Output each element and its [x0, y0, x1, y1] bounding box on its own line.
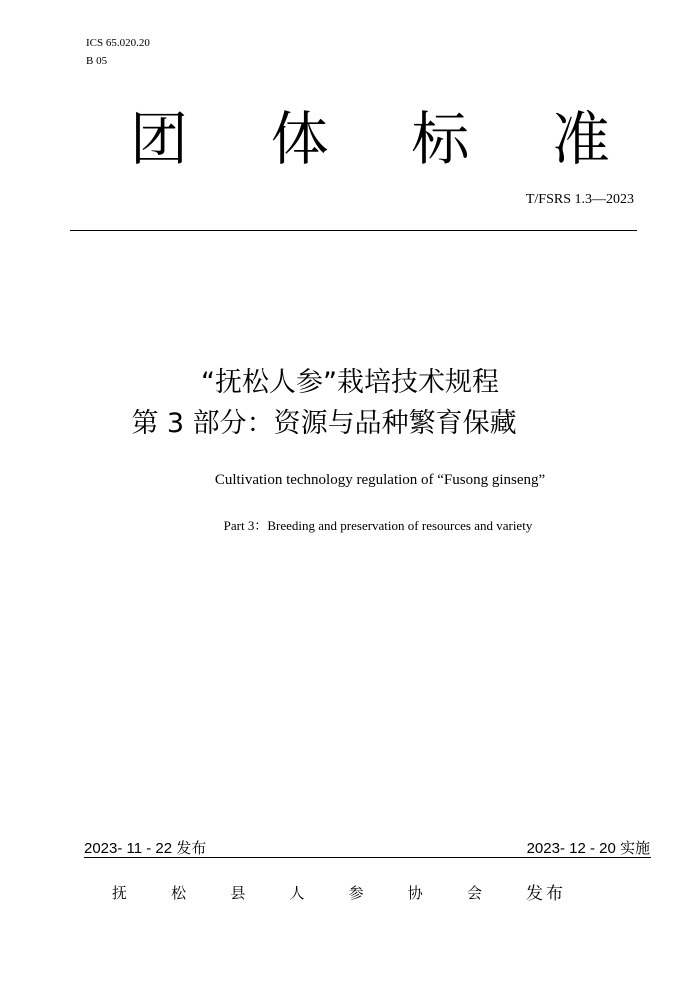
- title-cn-line1: “抚松人参”栽培技术规程: [201, 367, 499, 398]
- publisher-name: [112, 883, 482, 903]
- publisher-char: 县: [230, 884, 246, 902]
- publisher-char: 会: [466, 884, 482, 902]
- standard-type-char: 体: [270, 105, 329, 173]
- issue-label: 发布: [526, 884, 566, 904]
- publisher-char: 人: [289, 884, 305, 902]
- standard-type-char: 团: [130, 105, 189, 173]
- publisher-char: 松: [171, 884, 187, 902]
- title-en: Cultivation technology regulation of “Fusong ginseng”: [214, 472, 546, 488]
- publisher-char: 抚: [112, 884, 128, 902]
- ics-code: ICS 65.020.20: [86, 37, 150, 49]
- issue-date: 2023- 11 - 22 发布: [84, 840, 207, 857]
- publisher-char: 协: [407, 884, 423, 902]
- publisher-char: 参: [348, 884, 364, 902]
- standard-type-char: 准: [551, 105, 610, 173]
- implementation-date: 2023- 12 - 20 实施: [526, 840, 650, 857]
- standard-type-char: 标: [411, 105, 470, 173]
- standard-number: T/FSRS 1.3—2023: [525, 192, 634, 207]
- title-en-part: Part 3：Breeding and preservation of resources and variety: [223, 518, 533, 533]
- bottom-divider: [84, 857, 651, 858]
- ccs-code: B 05: [86, 55, 108, 67]
- title-cn-line2: 第 3 部分：资源与品种繁育保藏: [131, 408, 517, 439]
- standard-type-heading: [130, 104, 610, 174]
- top-divider: [70, 230, 637, 231]
